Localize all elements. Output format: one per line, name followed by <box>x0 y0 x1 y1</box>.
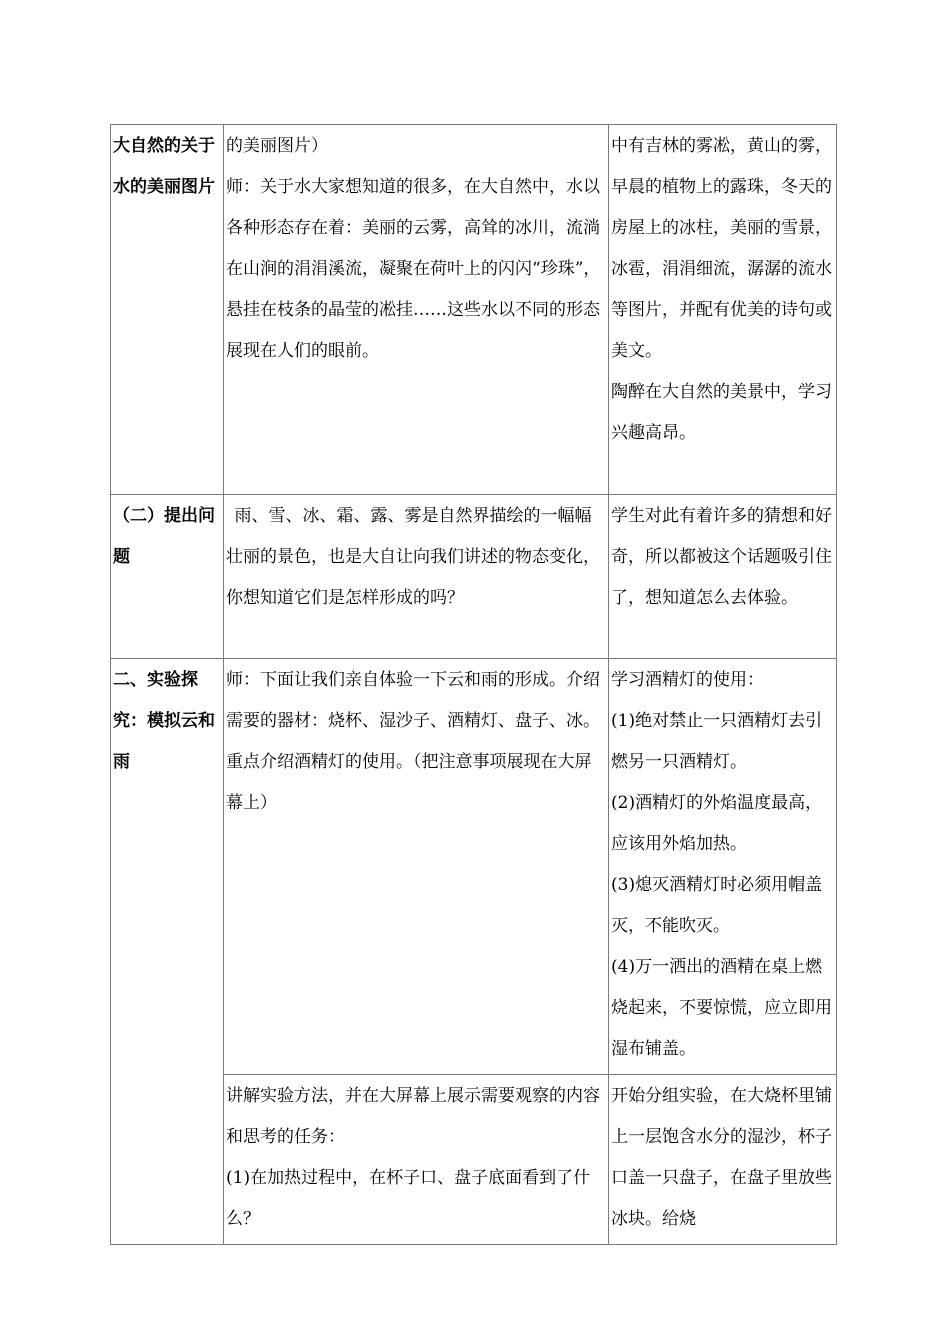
student-activity-cell <box>609 495 837 659</box>
student-paragraph: 学生对此有着许多的猜想和好奇，所以都被这个话题吸引住了，想知道怎么去体验。 <box>611 506 832 608</box>
table-row <box>111 495 837 659</box>
lesson-plan-table <box>110 124 835 1245</box>
lesson-table <box>110 124 837 1245</box>
teacher-activity-cell <box>224 1075 609 1245</box>
stage-cell <box>111 125 224 495</box>
stage-label: （二）提出问题 <box>113 506 215 567</box>
teacher-activity-cell <box>224 125 609 495</box>
student-paragraph: (1)绝对禁止一只酒精灯去引燃另一只酒精灯。 <box>611 711 823 772</box>
stage-label: 二、实验探究：模拟云和雨 <box>113 670 215 772</box>
student-paragraph: (2)酒精灯的外焰温度最高，应该用外焰加热。 <box>611 793 823 854</box>
teacher-activity-cell <box>224 495 609 659</box>
student-paragraph: 陶醉在大自然的美景中，学习兴趣高昂。 <box>611 382 832 443</box>
student-paragraph: (4)万一洒出的酒精在桌上燃烧起来，不要惊慌，应立即用湿布铺盖。 <box>611 957 832 1059</box>
teacher-paragraph: 雨、雪、冰、霜、露、雾是自然界描绘的一幅幅壮丽的景色，也是大自让向我们讲述的物态变化，你想知道它们是怎样形成的吗？ <box>226 506 600 608</box>
student-paragraph: 中有吉林的雾凇，黄山的雾，早晨的植物上的露珠，冬天的房屋上的冰柱，美丽的雪景，冰雹，涓涓细流，潺潺的流水等图片，并配有优美的诗句或美文。 <box>611 136 832 361</box>
stage-cell <box>111 495 224 659</box>
teacher-paragraph: 讲解实验方法，并在大屏幕上展示需要观察的内容和思考的任务： <box>226 1086 600 1147</box>
student-activity-cell <box>609 1075 837 1245</box>
student-paragraph: 开始分组实验，在大烧杯里铺上一层饱含水分的湿沙，杯子口盖一只盘子，在盘子里放些冰块。给烧 <box>611 1086 832 1229</box>
table-row <box>111 659 837 1075</box>
student-paragraph: (3)熄灭酒精灯时必须用帽盖灭，不能吹灭。 <box>611 875 823 936</box>
teacher-paragraph: 师：关于水大家想知道的很多，在大自然中，水以各种形态存在着：美丽的云雾，高耸的冰川，流淌在山涧的涓涓溪流，凝聚在荷叶上的闪闪“珍珠”，悬挂在枝条的晶莹的凇挂……这些水以不同的形态展现在人们的眼前。 <box>226 177 601 361</box>
teacher-activity-cell <box>224 659 609 1075</box>
student-activity-cell <box>609 659 837 1075</box>
teacher-paragraph: 的美丽图片） <box>226 136 328 156</box>
teacher-paragraph: 师：下面让我们亲自体验一下云和雨的形成。介绍需要的器材：烧杯、湿沙子、酒精灯、盘子、冰。重点介绍酒精灯的使用。（把注意事项展现在大屏幕上） <box>226 670 600 813</box>
teacher-paragraph: (1)在加热过程中，在杯子口、盘子底面看到了什么？ <box>226 1168 591 1229</box>
stage-label: 大自然的关于水的美丽图片 <box>113 136 215 197</box>
student-activity-cell <box>609 125 837 495</box>
table-row <box>111 125 837 495</box>
stage-cell <box>111 659 224 1245</box>
student-paragraph: 学习酒精灯的使用： <box>611 670 764 690</box>
